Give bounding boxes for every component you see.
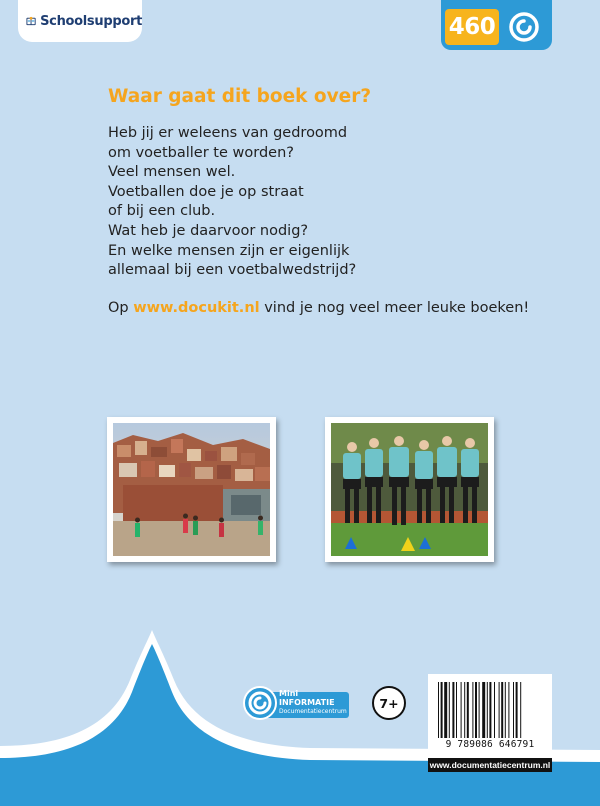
- barcode-bar: [475, 682, 477, 738]
- barcode-bar: [499, 682, 500, 738]
- publisher-url-bar: [428, 758, 552, 772]
- series-number: 460: [448, 14, 496, 40]
- barcode-bar: [452, 682, 454, 738]
- barcode-bar: [444, 682, 447, 738]
- barcode-bar: [441, 682, 443, 738]
- street-football-illustration: [113, 423, 270, 556]
- website-suffix: vind je nog veel meer leuke boeken!: [264, 300, 530, 316]
- barcode-bar: [516, 682, 518, 738]
- description-line: allemaal bij een voetbalwedstrijd?: [108, 262, 357, 279]
- barcode-bar: [472, 682, 473, 738]
- barcode-bar: [513, 682, 514, 738]
- description-line: Heb jij er weleens van gedroomd: [108, 125, 348, 141]
- barcode-bar: [479, 682, 480, 738]
- mini-logo-line3: Documentatiecentrum: [279, 708, 347, 715]
- barcode-bar: [508, 682, 509, 738]
- description-line: Veel mensen wel.: [108, 164, 236, 181]
- barcode-bar: [494, 682, 495, 738]
- mini-logo-line2: INFORMATIE: [279, 698, 335, 707]
- description-line: Wat heb je daarvoor nodig?: [108, 222, 309, 239]
- description-line: om voetballer te worden?: [108, 144, 294, 161]
- series-number-badge: [441, 0, 552, 50]
- description-line: Voetballen doe je op straat: [108, 183, 304, 200]
- isbn-number: 9 789086 646791: [445, 739, 535, 750]
- barcode-bar: [501, 682, 503, 738]
- barcode-bar: [461, 682, 462, 738]
- description-line: En welke mensen zijn er eigenlijk: [108, 242, 350, 259]
- publisher-url[interactable]: www.documentatiecentrum.nl: [429, 760, 551, 770]
- age-rating: 7+: [379, 695, 399, 711]
- barcode-bars: [438, 682, 542, 738]
- age-rating-badge: [372, 686, 406, 720]
- publisher-tab: [18, 0, 142, 42]
- website-link[interactable]: www.docukit.nl: [133, 300, 260, 316]
- website-prefix: Op: [108, 300, 129, 316]
- barcode-bar: [505, 682, 506, 738]
- street-football-photo: [107, 417, 276, 562]
- barcode-bar: [489, 682, 491, 738]
- series-number-box: [445, 9, 499, 45]
- barcode-bar: [456, 682, 457, 738]
- publisher-name: Schoolsupport: [40, 13, 142, 29]
- description-text: [108, 124, 528, 281]
- team-training-illustration: [331, 423, 488, 556]
- team-training-photo: [325, 417, 494, 562]
- description-line: of bij een club.: [108, 203, 216, 220]
- barcode-bar: [467, 682, 469, 738]
- barcode-bar: [487, 682, 488, 738]
- barcode-bar: [464, 682, 465, 738]
- about-heading: Waar gaat dit boek over?: [108, 86, 372, 107]
- barcode-bar: [438, 682, 439, 738]
- mini-logo-line1: Mini: [279, 689, 299, 698]
- barcode-bar: [449, 682, 450, 738]
- mini-logo-text: [279, 689, 347, 716]
- barcode-bar: [520, 682, 521, 738]
- barcode-bar: [482, 682, 485, 738]
- isbn-barcode: [428, 674, 552, 758]
- book-stack-icon: [26, 10, 36, 32]
- documentatiecentrum-swirl-icon: [509, 12, 539, 42]
- website-line: [108, 300, 529, 316]
